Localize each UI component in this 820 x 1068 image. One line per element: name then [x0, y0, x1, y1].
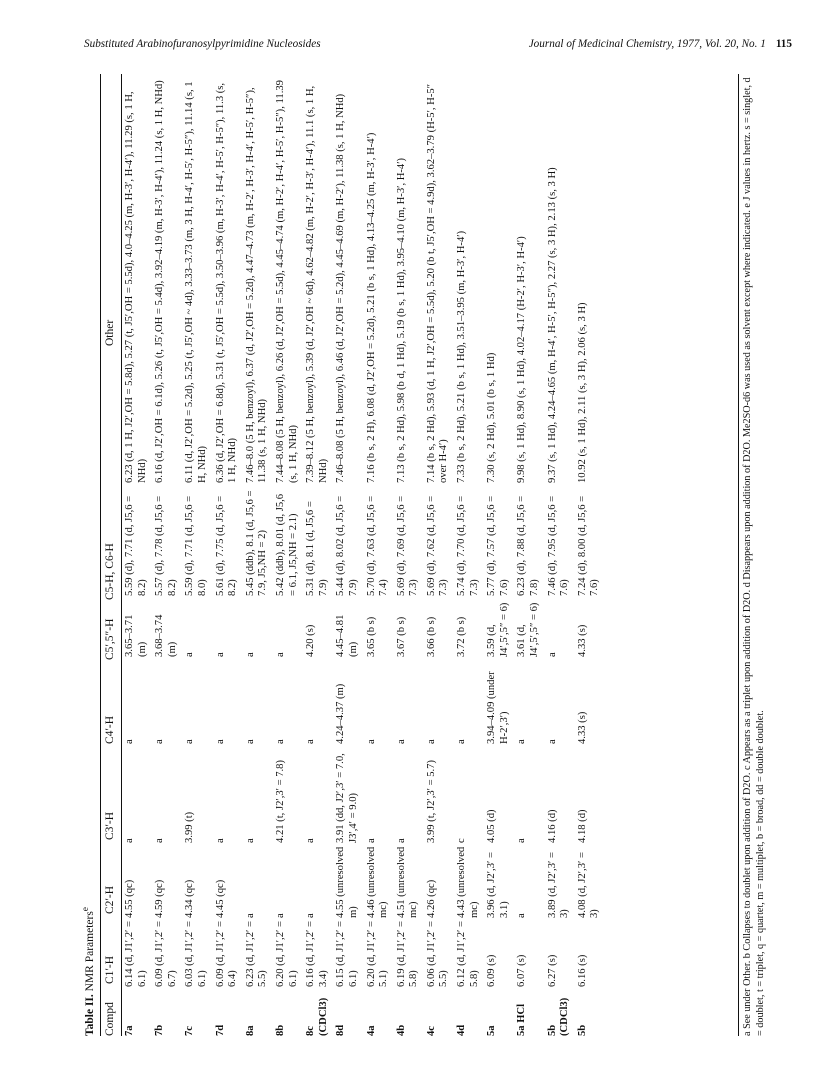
- cell-other: 7.30 (s, 2 Hd), 5.01 (b s, 1 Hd): [486, 352, 498, 483]
- table-row: [275, 74, 305, 1036]
- cell-c5: 3.65 (b s): [365, 616, 377, 657]
- cell-c4: a: [395, 739, 407, 744]
- cell-c2: 4.59 (qc): [154, 879, 166, 918]
- cell-c2: 4.55 (unresolved m): [335, 846, 359, 918]
- cell-compd: 8c (CDCl3): [305, 997, 329, 1036]
- table-row: [305, 74, 335, 1036]
- cell-c1: 6.16 (d, J1′,2′ = 3.4): [305, 921, 329, 987]
- cell-c4: a: [214, 739, 226, 744]
- cell-other: 7.14 (b s, 2 Hd), 5.93 (d, 1 H, J2′,OH = 5.5d), 5.20 (b t, J5′,OH = 4.9d), 3.62–3.79 (H-5′, H-5″ over H-4′): [425, 83, 450, 483]
- table-row: [577, 74, 607, 1036]
- cell-c1: 6.14 (d, J1′,2′ = 6.1): [124, 921, 148, 987]
- table-row: [426, 74, 456, 1036]
- cell-c1: 6.23 (d, J1′,2′ = 5.5): [244, 921, 269, 987]
- cell-c6: 7.46 (d), 7.95 (d, J5,6 = 7.6): [546, 495, 571, 596]
- header-c2: C2′-H: [104, 885, 116, 914]
- cell-c1: 6.03 (d, J1′,2′ = 6.1): [184, 921, 208, 987]
- cell-other: 6.16 (d, J2′,OH = 6.1d), 5.26 (t, J5′,OH = 5.4d), 3.92–4.19 (m, H-3′, H-4′), 11.24 (s, 1 H, NHd): [154, 80, 166, 483]
- journal-citation: Journal of Medicinal Chemistry, 1977, Vol. 20, No. 1: [528, 38, 766, 50]
- table-row: [547, 74, 577, 1036]
- table-row: [124, 74, 154, 1036]
- cell-c3: 3.99 (t): [184, 811, 196, 843]
- table-row: [516, 74, 546, 1036]
- cell-c2: 4.26 (qc): [425, 879, 437, 918]
- cell-c4: 3.94–4.09 (under H-2′,3′): [486, 671, 510, 744]
- cell-compd: 5b (CDCl3): [546, 997, 571, 1036]
- cell-c5: a: [244, 652, 256, 657]
- cell-c4: a: [274, 739, 286, 744]
- cell-c5: a: [214, 652, 226, 657]
- table-row: [486, 74, 516, 1036]
- cell-compd: 8b: [274, 1024, 286, 1036]
- cell-c1: 6.07 (s): [516, 954, 528, 987]
- cell-c2: a: [516, 913, 528, 918]
- cell-c3: 3.91 (dd, J2′,3′ = 7.0, J3′,4′ = 9.0): [335, 753, 359, 843]
- cell-c4: a: [546, 739, 558, 744]
- cell-c5: 3.72 (b s): [456, 616, 468, 657]
- cell-compd: 4a: [365, 1025, 377, 1036]
- cell-c2: 3.96 (d, J2′,3′ = 3.1): [486, 852, 510, 918]
- cell-c3: a: [244, 838, 256, 843]
- cell-c3: 4.05 (d): [486, 809, 498, 843]
- cell-other: 10.92 (s, 1 Hd), 2.11 (s, 3 H), 2.06 (s, 3 H): [576, 302, 588, 483]
- cell-c4: 4.33 (s): [576, 711, 588, 744]
- cell-c5: 4.33 (s): [576, 624, 588, 657]
- table-footnotes: a See under Other. b Collapses to doublet upon addition of D2O. c Appears as a triplet upon addition of D2O. d Disappears upon addition of D2O. Me2SO-d6 was used as solvent except where indicated. e J values in hertz. s = singlet, d = doublet, t = triplet, q = quartet, m = multiplet, b = broad, dd = double doublet.: [742, 77, 766, 1036]
- table-caption-mark: e: [80, 906, 91, 912]
- cell-compd: 4c: [425, 1026, 437, 1036]
- table-bottom-rule: [738, 74, 739, 1036]
- cell-c2: 4.45 (qc): [214, 879, 226, 918]
- cell-c6: 5.59 (d), 7.71 (d, J5,6 = 8.0): [184, 495, 208, 596]
- header-c6: C5-H, C6-H: [104, 543, 116, 600]
- cell-c6: 5.45 (ddb), 8.1 (d, J5,6 = 7.9, J5,NH = 2): [244, 490, 269, 596]
- table-header-rule: [121, 74, 122, 1036]
- cell-other: 7.16 (b s, 2 H), 6.08 (d, J2′,OH = 5.2d), 5.21 (b s, 1 Hd), 4.13–4.25 (m, H-3′, H-4′): [365, 132, 377, 483]
- table-row: [154, 74, 184, 1036]
- rotated-table-region: [74, 70, 794, 1040]
- running-head: [84, 38, 792, 54]
- cell-c2: a: [244, 913, 256, 918]
- cell-compd: 7d: [214, 1024, 226, 1036]
- cell-c4: 4.24–4.37 (m): [335, 683, 347, 744]
- cell-c5: 3.67 (b s): [395, 616, 407, 657]
- cell-compd: 7c: [184, 1026, 196, 1036]
- cell-c1: 6.09 (d, J1′,2′ = 6.7): [154, 921, 178, 987]
- header-other: Other: [104, 319, 116, 346]
- cell-c2: a: [305, 913, 317, 918]
- cell-c1: 6.16 (s): [576, 954, 588, 987]
- cell-other: 9.37 (s, 1 Hd), 4.24–4.65 (m, H-4′, H-5′, H-5″), 2.27 (s, 3 H), 2.13 (s, 3 H): [546, 167, 558, 483]
- cell-other: 9.98 (s, 1 Hd), 8.90 (s, 1 Hd), 4.02–4.17 (H-2′, H-3′, H-4′): [516, 236, 528, 483]
- cell-c2: 4.46 (unresolved mc): [365, 846, 390, 918]
- table-label: Table II.: [83, 994, 96, 1036]
- cell-c3: a: [305, 838, 317, 843]
- cell-c1: 6.06 (d, J1′,2′ = 5.5): [425, 921, 450, 987]
- cell-c5: 4.45–4.81 (m): [335, 614, 359, 657]
- cell-c5: 4.20 (s): [305, 624, 317, 657]
- table-top-rule: [100, 74, 101, 1036]
- table-body: [124, 74, 607, 1036]
- cell-c5: 3.61 (d, J4′,5′,5″ = 6): [516, 602, 541, 657]
- cell-c3: a: [395, 838, 407, 843]
- cell-c6: 6.23 (d), 7.88 (d, J5,6 = 7.8): [516, 495, 541, 596]
- cell-c3: 4.21 (t, J2′,3′ = 7.8): [274, 760, 286, 843]
- cell-c1: 6.20 (d, J1′,2′ = 5.1): [365, 921, 390, 987]
- table-title: [80, 907, 96, 1036]
- cell-c4: a: [154, 739, 166, 744]
- cell-other: 6.11 (d, J2′,OH = 5.2d), 5.25 (t, J5′,OH ~ 4d), 3.33–3.73 (m, 3 H, H-4′, H-5′, H-5″), 11.14 (s, 1 H, NHd): [184, 81, 208, 483]
- cell-c3: a: [154, 838, 166, 843]
- cell-other: 7.46–8.08 (5 H, benzoyl), 6.46 (d, J2′,OH = 5.2d), 4.45–4.69 (m, H-2′), 11.38 (s, 1 H, NHd): [335, 93, 347, 483]
- page-number: 115: [775, 38, 792, 50]
- running-head-journal: [529, 38, 792, 50]
- cell-c6: 5.69 (d), 7.69 (d, J5,6 = 7.3): [395, 495, 420, 596]
- cell-c6: 7.24 (d), 8.00 (d, J5,6 = 7.6): [576, 495, 601, 596]
- cell-c3: 4.16 (d): [546, 809, 558, 843]
- cell-c4: a: [184, 739, 196, 744]
- table-row: [396, 74, 426, 1036]
- cell-c2: 4.08 (d, J2′,3′ = 3): [576, 852, 601, 918]
- cell-c3: 4.18 (d): [576, 809, 588, 843]
- header-compd: Compd: [104, 1002, 116, 1036]
- cell-c1: 6.27 (s): [546, 954, 558, 987]
- table-header-row: [103, 74, 121, 1036]
- cell-c4: a: [456, 739, 468, 744]
- cell-c4: a: [305, 739, 317, 744]
- cell-c6: 5.57 (d), 7.78 (d, J5,6 = 8.2): [154, 495, 178, 596]
- header-c1: C1′-H: [104, 955, 116, 984]
- cell-c1: 6.09 (s): [486, 954, 498, 987]
- cell-c3: c: [456, 838, 468, 843]
- header-c5: C5′,5″-H: [104, 618, 116, 660]
- cell-c6: 5.59 (d), 7.71 (d, J5,6 = 8.2): [124, 495, 148, 596]
- cell-c4: a: [244, 739, 256, 744]
- cell-other: 7.46–8.0 (5 H, benzoyl), 6.37 (d, J2′,OH = 5.2d), 4.47–4.73 (m, H-2′, H-3′, H-4′, H-5′, H-5″), 11.38 (s, 1 H, NHd): [244, 87, 269, 483]
- cell-other: 7.33 (b s, 2 Hd), 5.21 (b s, 1 Hd), 3.51–3.95 (m, H-3′, H-4′): [456, 230, 468, 483]
- cell-c5: a: [274, 652, 286, 657]
- cell-compd: 5a: [486, 1025, 498, 1036]
- cell-c5: 3.59 (d, J4′,5′,5″ = 6): [486, 602, 510, 657]
- cell-c6: 5.44 (d), 8.02 (d, J5,6 = 7.9): [335, 495, 359, 596]
- cell-c4: a: [124, 739, 135, 744]
- header-c4: C4′-H: [104, 715, 116, 744]
- cell-compd: 8d: [335, 1024, 347, 1036]
- cell-c3: 3.99 (t, J2′,3′ = 5.7): [425, 760, 437, 843]
- cell-compd: 4b: [395, 1024, 407, 1036]
- cell-c5: 3.68–3.74 (m): [154, 614, 178, 657]
- table-row: [335, 74, 365, 1036]
- cell-c5: a: [546, 652, 558, 657]
- cell-c4: a: [516, 739, 528, 744]
- cell-c4: a: [425, 739, 437, 744]
- cell-c1: 6.12 (d, J1′,2′ = 5.8): [456, 921, 480, 987]
- cell-c3: a: [516, 838, 528, 843]
- cell-compd: 7a: [124, 1025, 135, 1036]
- cell-c2: a: [274, 913, 286, 918]
- cell-c2: 3.89 (d, J2′,3′ = 3): [546, 852, 571, 918]
- cell-compd: 5b: [576, 1024, 588, 1036]
- cell-compd: 8a: [244, 1025, 256, 1036]
- running-head-title: Substituted Arabinofuranosylpyrimidine Nucleosides: [84, 38, 321, 50]
- cell-c1: 6.19 (d, J1′,2′ = 5.8): [395, 921, 420, 987]
- cell-c2: 4.51 (unresolved mc): [395, 846, 420, 918]
- cell-c6: 5.69 (d), 7.62 (d, J5,6 = 7.3): [425, 495, 450, 596]
- header-c3: C3′-H: [104, 811, 116, 840]
- cell-c2: 4.55 (qc): [124, 879, 135, 918]
- cell-c2: 4.43 (unresolved mc): [456, 846, 480, 918]
- cell-c3: a: [365, 838, 377, 843]
- cell-c3: a: [124, 838, 135, 843]
- cell-other: 6.36 (d, J2′,OH = 6.8d), 5.31 (t, J5′,OH = 5.5d), 3.50–3.96 (m, H-3′, H-4′, H-5′, H-5″), 11.3 (s, 1 H, NHd): [214, 82, 239, 483]
- cell-other: 6.23 (d, 1 H, J2′,OH = 5.8d), 5.27 (t, J5′,OH = 5.5d), 4.0–4.25 (m, H-3′, H-4′), 11.29 (s, 1 H, NHd): [124, 91, 148, 483]
- cell-c6: 5.77 (d), 7.57 (d, J5,6 = 7.6): [486, 495, 510, 596]
- cell-c5: a: [184, 652, 196, 657]
- cell-c5: 3.65–3.71 (m): [124, 614, 148, 657]
- cell-compd: 7b: [154, 1024, 166, 1036]
- table-row: [366, 74, 396, 1036]
- cell-c1: 6.20 (d, J1′,2′ = 6.1): [274, 921, 299, 987]
- cell-c6: 5.70 (d), 7.63 (d, J5,6 = 7.4): [365, 495, 390, 596]
- cell-c3: a: [214, 838, 226, 843]
- table-row: [456, 74, 486, 1036]
- cell-other: 7.39–8.12 (5 H, benzoyl), 5.39 (d, J2′,OH ~ 6d), 4.62–4.82 (m, H-2′, H-3′, H-4′), 11.1 (s, 1 H, NHd): [305, 85, 329, 483]
- table-row: [215, 74, 245, 1036]
- cell-c6: 5.42 (ddb), 8.01 (d, J5,6 = 6.1, J5,NH = 2.1): [274, 493, 299, 596]
- table-row: [184, 74, 214, 1036]
- cell-compd: 5a HCl: [516, 1003, 528, 1036]
- table-caption: NMR Parameters: [83, 911, 96, 992]
- cell-other: 7.44–8.08 (5 H, benzoyl), 6.26 (d, J2′,OH = 5.5d), 4.45–4.74 (m, H-2′, H-4′, H-5′, H-5″), 11.39 (s, 1 H, NHd): [274, 80, 299, 483]
- cell-c5: 3.66 (b s): [425, 616, 437, 657]
- cell-c6: 5.74 (d), 7.70 (d, J5,6 = 7.3): [456, 495, 480, 596]
- nmr-table: [74, 70, 794, 1040]
- cell-compd: 4d: [456, 1024, 468, 1036]
- cell-c4: a: [365, 739, 377, 744]
- cell-c6: 5.61 (d), 7.75 (d, J5,6 = 8.2): [214, 495, 239, 596]
- cell-c6: 5.31 (d), 8.1 (d, J5,6 = 7.9): [305, 501, 329, 596]
- table-row: [245, 74, 275, 1036]
- cell-c1: 6.15 (d, J1′,2′ = 6.1): [335, 921, 359, 987]
- cell-c2: 4.34 (qc): [184, 879, 196, 918]
- cell-c1: 6.09 (d, J1′,2′ = 6.4): [214, 921, 239, 987]
- cell-other: 7.13 (b s, 2 Hd), 5.98 (b d, 1 Hd), 5.19 (b s, 1 Hd), 3.95–4.10 (m, H-3′, H-4′): [395, 157, 407, 483]
